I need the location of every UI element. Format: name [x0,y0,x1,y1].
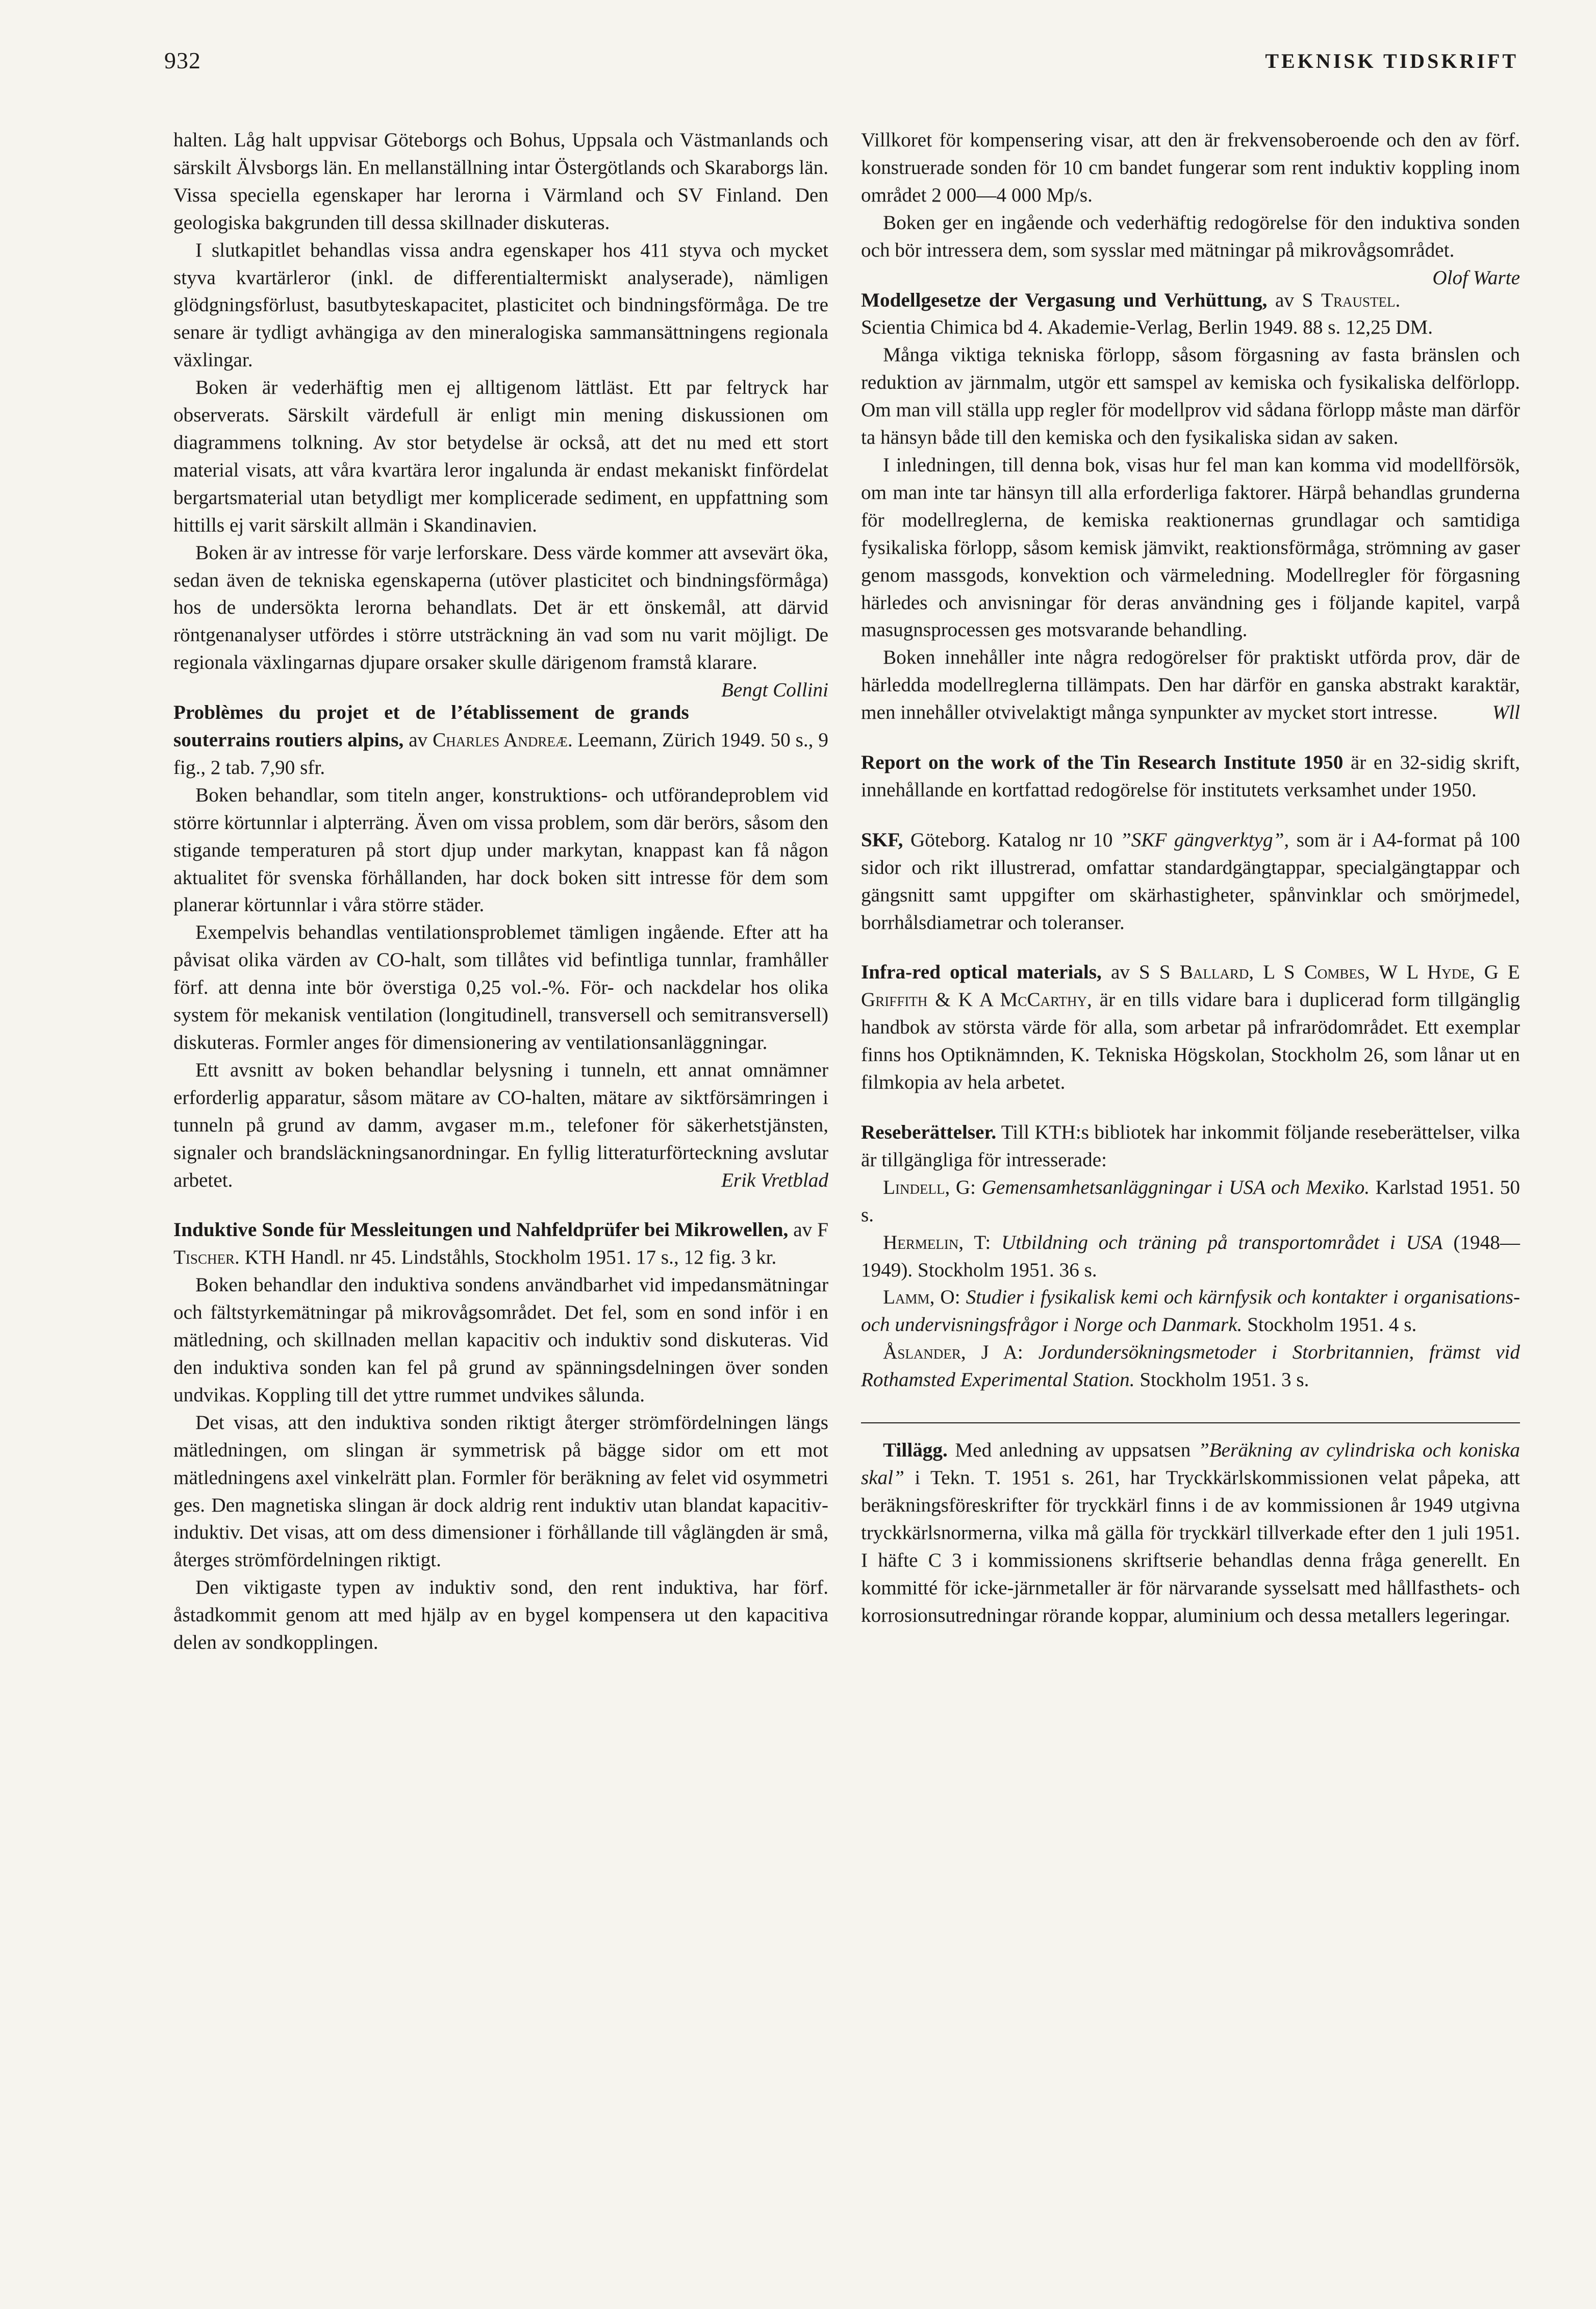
publication-info: Karlstad 1951. 50 s. [861,1176,1520,1226]
author-name: Tischer [173,1246,235,1269]
entry-heading [173,1216,828,1271]
paragraph [173,539,828,701]
author-name: Ballard [1179,961,1249,984]
notice-text: som är i A4-format på 100 sidor och rikt illustrerad, omfattar standardgängtappar, specialgängtappar och gängsnitt samt uppgifter om skärhastigheter, spånvinklar och smörjmedel, borrhålsdiametrar och toleranser. [861,829,1520,934]
entry-heading [861,287,1520,342]
catalog-title: ”SKF gängverktyg”, [1120,829,1289,851]
reviewer-signature: Erik Vretblad [721,1169,828,1191]
left-column [173,127,828,1657]
report-item [861,1229,1520,1284]
paragraph-text: Ett avsnitt av boken behandlar belysning i tunneln, ett annat omnämner erforderlig apparatur, såsom mätare av CO-halten, mätare av siktförsämringen i tunneln på grund av damm, avgaser m.m., telefoner för säkerhetstjänsten, signaler och brandsläckningsanordningar. En fyllig litteraturförteckning avslutar arbetet. [173,1059,828,1191]
article-title: ”Beräkning av cylindriska och koniska skal” [861,1439,1520,1489]
text-span: , J A: [960,1341,1038,1364]
report-title: Utbildning och träning på transportområdet i USA [1001,1231,1443,1253]
notice-text: i Tekn. T. 1951 s. 261, har Tryckkärlskommissionen velat påpeka, att beräkningsföreskrifter för tryckkärl finns i de av kommissionen år 1949 utgivna tryckkärlsnormerna, vilka må gälla för tryckkärl tillverkade efter den 1 juli 1951. I häfte C 3 i kommissionens skriftserie behandlas denna fråga generellt. En kommitté för icke-järnmetaller är för närvarande sysselsatt med hållfasthets- och korrosionsutredningar rörande koppar, aluminium och dessa metallers legeringar. [861,1466,1520,1626]
review-entry [173,699,828,1194]
page-header [164,47,1518,83]
paragraph-text: Boken ger en ingående och vederhäftig redogörelse för den induktiva sonden och bör intressera dem, som sysslar med mätningar på mikrovågsområdet. [861,211,1520,261]
author-name: Hyde [1427,961,1470,984]
notice-text: Med anledning av uppsatsen [947,1439,1198,1462]
paragraph: Det visas, att den induktiva sonden riktigt återger strömfördelningen längs mätledningen, om slingan är symmetrisk på bägge sidor om ett mot mätledningens axel vinkelrätt plan. Formler för beräkning av felet vid osymmetri ges. Den magnetiska slingan är dock aldrig rent induktiv utan blandat kapacitiv-induktiv. Det visas, att om dess dimensioner i förhållande till våglängden är små, återges strömfördelningen riktigt. [173,1411,828,1571]
notice-entry [861,959,1520,1096]
notice-text: är en 32-sidig skrift, innehållande en kortfattad redogörelse för institutets verksamhet under 1950. [861,751,1520,801]
text-span: av S [1267,289,1322,311]
section-divider [861,1422,1520,1423]
paragraph: I inledningen, till denna bok, visas hur fel man kan komma vid modellförsök, om man inte tar hänsyn till alla erforderliga faktorer. Härpå behandlas grunderna för modellreglerna, de kemiska reaktionernas grundlagar och samtidiga fysikaliska förlopp, såsom kemisk jämvikt, reaktionsförmåga, strömning av gaser genom massgods, konvektion och värmeledning. Modellregler för förgasning härledes och anvisningar för deras användning ges i följande kapitel, varpå masugnsprocessen ges motsvarande behandling. [861,454,1520,641]
notice [861,749,1520,804]
paragraph: Exempelvis behandlas ventilationsproblemet tämligen ingående. Efter att ha påvisat olika värden av CO-halt, som tillåtes vid befintliga tunnlar, framhåller förf. att denna inte bör överstiga 0,25 vol.-%. För- och nackdelar hos olika system för mekanisk ventilation (longitudinell, transversell och semitransversell) diskuteras. Formler anges för dimensionering av ventilationsanläggningar. [173,921,828,1053]
author-name: Combes [1304,961,1365,984]
paragraph [173,1057,828,1194]
notice-title: Infra-red optical materials, [861,961,1102,984]
text-span: , G: [945,1176,982,1198]
paragraph [861,209,1520,289]
review-entry [173,1216,828,1657]
book-title: Modellgesetze der Vergasung und Verhüttung, [861,289,1268,311]
page-number: 932 [164,47,201,73]
paragraph: I slutkapitlet behandlas vissa andra egenskaper hos 411 styva och mycket styva kvartärleror (inkl. de differentialtermiskt analyserade), nämligen glödgningsförlust, basutbyteskapacitet, plasticitet och bindningsförmåga. De tre senare är tydligt avhängiga av den mineralogiska sammansättningens regionala växlingar. [173,239,828,371]
entry-heading [173,699,828,782]
notice-title: Reseberättelser. [861,1121,997,1143]
paragraph: Boken behandlar den induktiva sondens användbarhet vid impedansmätningar och fältstyrkemätningar på mikrovågsområdet. Det fel, som en sond inför i en mätledning, och skillnaden mellan kapacitiv och induktiv sond diskuteras. Vid den induktiva sonden kan fel på grund av spänningsdelningen över sonden undvikas. Koppling till det yttre rummet undvikes sålunda. [173,1274,828,1406]
notice-entry [861,1119,1520,1394]
report-title: Jordundersökningsmetoder i Storbritannien, främst vid Rothamsted Experimental Station. [861,1341,1520,1391]
reviewer-signature: Wll [1492,701,1520,724]
report-title: Studier i fysikalisk kemi och kärnfysik och kontakter i organisations- och undervisningsfrågor i Norge och Danmark. [861,1286,1521,1336]
notice-title: SKF, [861,829,903,851]
notice [861,1119,1520,1174]
paragraph: Många viktiga tekniska förlopp, såsom förgasning av fasta bränslen och reduktion av järnmalm, utgör ett samspel av kemiska och fysikaliska delförlopp. Om man vill ställa upp regler för modellprov vid sådana förlopp måste man därför ta hänsyn både till den kemiska och den fysikaliska sidan av saken. [861,344,1520,449]
report-item [861,1284,1520,1339]
paragraph-text: Boken är av intresse för varje lerforskare. Dess värde kommer att avsevärt öka, sedan även de tekniska egenskaperna (utöver plasticitet och bindningsförmåga) hos de undersökta lerorna behandlats. Det är ett önskemål, att därvid röntgenanalyser utfördes i större utsträckning än vad som nu varit möjligt. De regionala växlingarnas djupare orsaker skulle därigenom framstå klarare. [173,541,828,674]
author-name: Charles Andreæ [433,729,568,751]
book-title: Induktive Sonde für Messleitungen und Nahfeldprüfer bei Mikrowellen, [173,1219,789,1241]
paragraph [861,644,1520,726]
report-title: Gemensamhetsanläggningar i USA och Mexiko. [981,1176,1370,1198]
publication-info: Stockholm 1951. 4 s. [1242,1314,1417,1336]
text-span: av S S [1101,961,1180,984]
report-item [861,1174,1520,1229]
text-span: , G E [1470,961,1520,984]
text-span: , W L [1364,961,1427,984]
text-span: , L S [1249,961,1304,984]
addendum [861,1437,1520,1629]
paragraph: Boken behandlar, som titeln anger, konstruktions- och utförandeproblem vid större körtunnlar i alpterräng. Även om vissa problem, som där berörs, såsom den stigande temperaturen på stort djup under markytan, knappast kan få någon aktualitet för svenska förhållanden, har dock boken sitt intresse för dem som planerar körtunnlar i våra större städer. [173,784,828,916]
text-span: & K A [927,989,1000,1011]
paragraph: Den viktigaste typen av induktiv sond, den rent induktiva, har förf. åstadkommit genom att med hjälp av en bygel kompensera ut den kapacitiva delen av sondkopplingen. [173,1576,828,1654]
notice-title: Report on the work of the Tin Research Institute 1950 [861,751,1344,774]
author-name: Åslander [883,1341,961,1364]
text-span: , T: [958,1231,1002,1253]
notice-text: Till KTH:s bibliotek har inkommit följande reseberättelser, vilka är tillgängliga för intresserade: [861,1121,1520,1171]
author-name: McCarthy [1000,989,1087,1011]
publication-info: . Scientia Chimica bd 4. Akademie-Verlag, Berlin 1949. 88 s. 12,25 DM. [861,289,1433,339]
publication-info: Stockholm 1951. 3 s. [1134,1369,1309,1391]
text-span: , O: [929,1286,966,1309]
author-name: Traustel [1321,289,1396,311]
notice [861,959,1520,1096]
paragraph: Villkoret för kompensering visar, att den är frekvensoberoende och den av förf. konstruerade sonden för 10 cm bandet fungerar som rent induktiv koppling inom området 2 000—4 000 Mp/s. [861,129,1520,206]
reviewer-signature: Olof Warte [1432,266,1520,289]
journal-title: TEKNISK TIDSKRIFT [1265,49,1518,72]
author-name: Hermelin [883,1231,959,1253]
book-title: Problèmes du projet et de l’établissement de grands souterrains routiers alpins, [173,701,689,751]
publication-info: . KTH Handl. nr 45. Lindståhls, Stockholm 1951. 17 s., 12 fig. 3 kr. [234,1246,777,1269]
text-span: av F [788,1219,828,1241]
report-item [861,1339,1520,1394]
notice-text: Göteborg. Katalog nr 10 [903,829,1120,851]
paragraph: halten. Låg halt uppvisar Göteborgs och Bohus, Uppsala och Västmanlands och särskilt Älvsborgs län. En mellanställning intar Östergötlands och Skaraborgs län. Vissa speciella egenskaper har lerorna i Värmland och SV Finland. Den geologiska bakgrunden till dessa skillnader diskuteras. [173,129,828,234]
publication-info: . Leemann, Zürich 1949. 50 s., 9 fig., 2 tab. 7,90 sfr. [173,729,828,779]
reviewer-signature: Bengt Collini [721,679,828,701]
text-span: av [403,729,433,751]
notice-entry [861,826,1520,937]
notice [861,826,1520,937]
paragraph-text: Boken innehåller inte några redogörelser för praktiskt utförda prov, där de härledda modellreglerna tillämpats. Den har därför en ganska abstrakt karaktär, men innehåller otvivelaktigt många synpunkter av mycket stort intresse. [861,646,1520,724]
review-entry [861,287,1520,727]
publication-info: (1948—1949). Stockholm 1951. 36 s. [861,1231,1520,1281]
author-name: Lindell [883,1176,945,1198]
right-column [861,127,1520,1629]
paragraph: Boken är vederhäftig men ej alltigenom lättläst. Ett par feltryck har observerats. Särskilt värdefull är enligt min mening diskussionen om diagrammens tolkning. Av stor betydelse är också, att det nu med ett stort material visats, att våra kvartära leror ingalunda är endast mekaniskt finfördelat bergartsmaterial utan betydligt mer komplicerade sediment, en uppfattning som hittills ej varit särskilt allmän i Skandinavien. [173,377,828,536]
notice-text: , är en tills vidare bara i duplicerad form tillgänglig handbok av största värde för alla, som arbetar på infrarödområdet. Ett exemplar finns hos Optiknämnden, K. Tekniska Högskolan, Stockholm 26, som lånar ut en filmkopia av hela arbetet. [861,989,1520,1094]
author-name: Lamm [883,1286,930,1309]
notice-title: Tillägg. [883,1439,948,1462]
notice-entry [861,749,1520,804]
author-name: Griffith [861,989,928,1011]
notice [861,1437,1520,1629]
